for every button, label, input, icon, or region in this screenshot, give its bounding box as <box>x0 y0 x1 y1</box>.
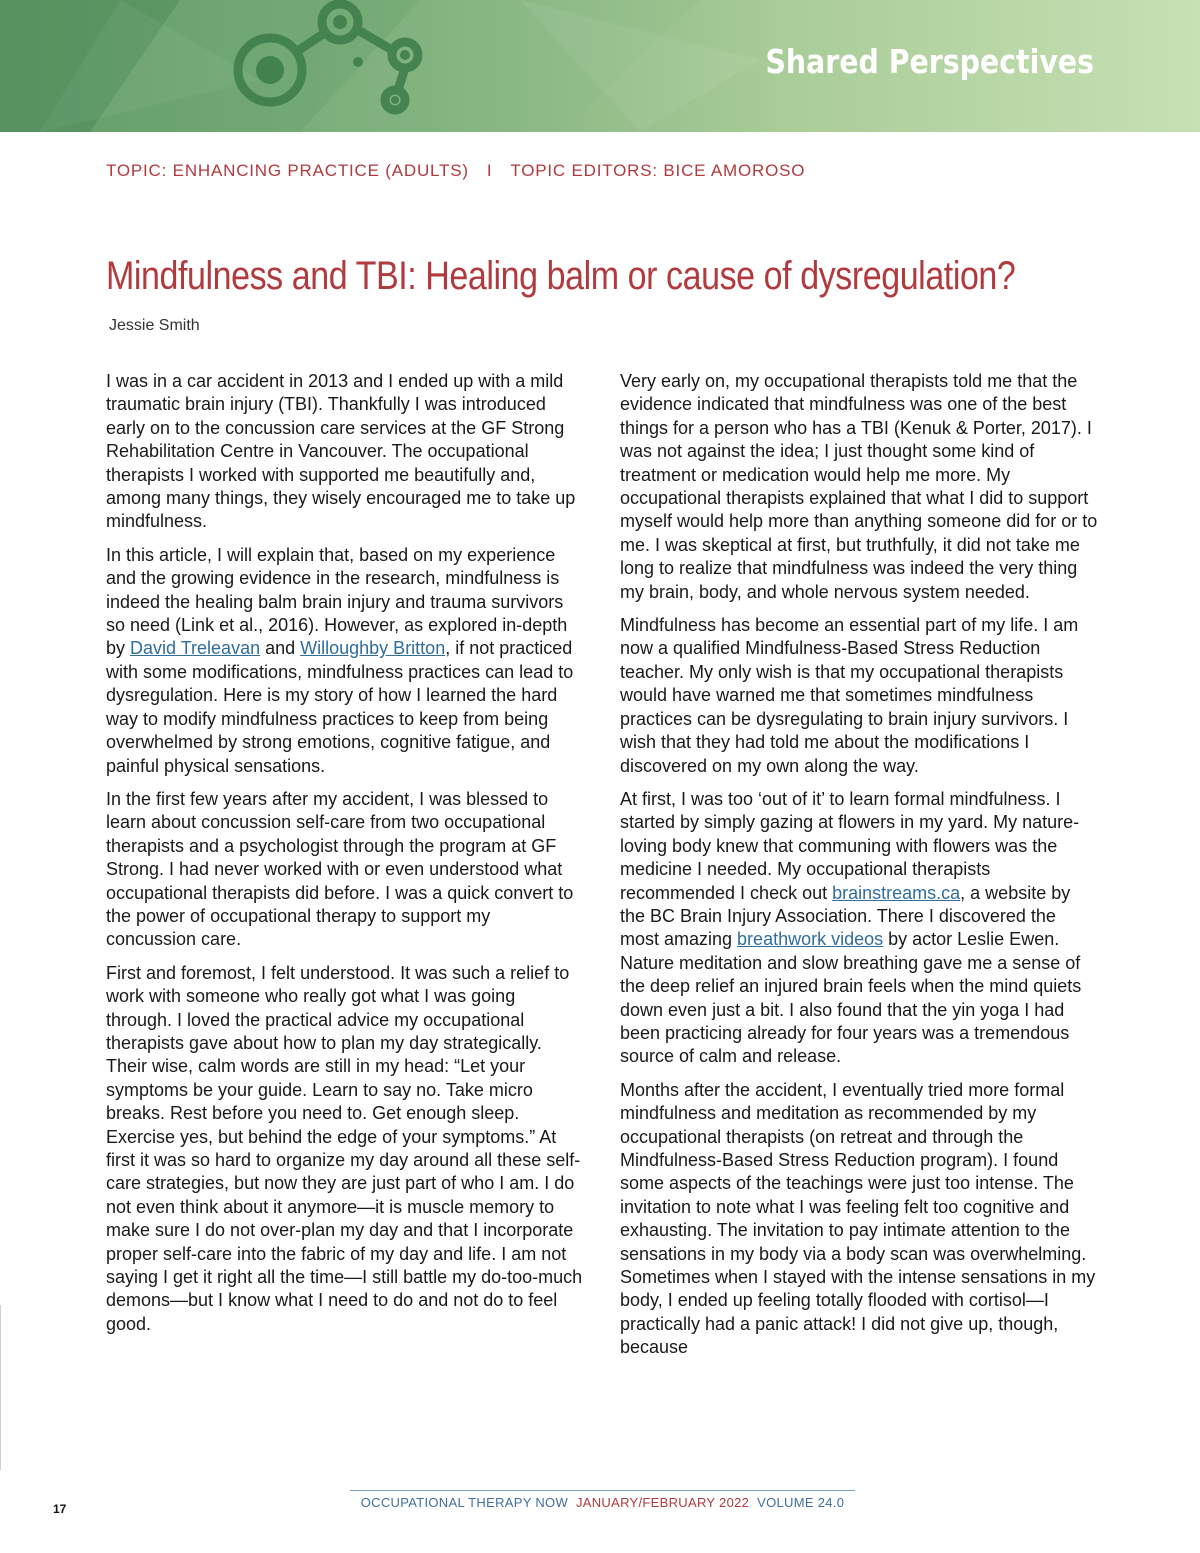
article-title: Mindfulness and TBI: Healing balm or cause of dysregulation? <box>106 254 1016 298</box>
paragraph-text: by actor Leslie Ewen. Nature meditation and slow breathing gave me a sense of the deep relief an injured brain feels when the mind quiets down even just a bit. I also found that the yin yoga I had been practicing already for four years was a tremendous source of calm and release. <box>620 929 1082 1067</box>
paragraph-text: , a website by the BC Brain Injury Association. There I discovered the most amazing <box>620 882 1071 950</box>
paragraph-text: In this article, I will explain that, based on my experience and the growing evidence in the research, mindfulness is indeed the healing balm brain injury and trauma survivors so need (Link et al., 2016). However, as explored in-depth by <box>106 544 568 659</box>
paragraph-text: , if not practiced with some modifications, mindfulness practices can lead to dysregulation. Here is my story of how I learned the hard way to modify mindfulness practices to keep from being overwhelmed by strong emotions, cognitive fatigue, and painful physical sensations. <box>106 638 574 776</box>
paragraph: Mindfulness has become an essential part of my life. I am now a qualified Mindfulness-Based Stress Reduction teacher. My only wish is that my occupational therapists would have warned me that sometimes mindfulness practices can be dysregulating to brain injury survivors. I wish that they had told me about the modifications I discovered on my own along the way. <box>620 615 1079 776</box>
paragraph <box>106 544 584 778</box>
header-banner <box>0 0 1200 132</box>
footer-volume: VOLUME 24.0 <box>757 1495 845 1510</box>
topic-editors: TOPIC EDITORS: BICE AMOROSO <box>510 161 806 180</box>
paragraph-text: and <box>260 638 301 659</box>
paragraph: First and foremost, I felt understood. It was such a relief to work with someone who really got what I was going through. I loved the practical advice my occupational therapists gave about how to plan my day strategically. Their wise, calm words are still in my head: “Let your symptoms be your guide. Learn to say no. Take micro breaks. Rest before you need to. Get enough sleep. Exercise yes, but behind the edge of your symptoms.” At first it was so hard to organize my day around all these self-care strategies, but now they are just part of who I am. I do not even think about it anymore—it is muscle memory to make sure I do not over-plan my day and that I incorporate proper self-care into the fabric of my day and life. I am not saying I get it right all the time—I still battle my do-too-much demons—but I know what I need to do and not do to feel good. <box>106 962 583 1334</box>
article-right-column <box>620 370 1098 1370</box>
link-breathwork-videos[interactable]: breathwork videos <box>737 929 884 950</box>
topic-separator: I <box>486 161 493 180</box>
paragraph: Months after the accident, I eventually tried more formal mindfulness and meditation as recommended by my occupational therapists (on retreat and through the Mindfulness-Based Stress Reduction program). I found some aspects of the teachings were just too intense. The invitation to note what I was feeling felt too cognitive and exhausting. The invitation to pay intimate attention to the sensations in my body via a body scan was overwhelming. Sometimes when I stayed with the intense sensations in my body, I ended up feeling totally flooded with cortisol—I practically had a panic attack! I did not give up, though, because <box>620 1079 1096 1358</box>
link-brainstreams[interactable]: brainstreams.ca <box>832 882 961 903</box>
footer <box>350 1490 855 1510</box>
paragraph: In the first few years after my accident, I was blessed to learn about concussion self-care from two occupational therapists and a psychologist through the program at GF Strong. I had never worked with or even understood what occupational therapists did before. I was a quick convert to the power of occupational therapy to support my concussion care. <box>106 788 574 950</box>
link-david-treleavan[interactable]: David Treleavan <box>130 638 261 659</box>
paragraph-text: At first, I was too ‘out of it’ to learn formal mindfulness. I started by simply gazing at flowers in my yard. My nature-loving body knew that communing with flowers was the medicine I needed. My occupational therapists recommended I check out <box>620 788 1080 903</box>
page-number: 17 <box>53 1502 67 1516</box>
section-title: Shared Perspectives <box>765 42 1094 81</box>
topic-label: TOPIC: ENHANCING PRACTICE (ADULTS) <box>106 161 469 180</box>
paragraph: I was in a car accident in 2013 and I ended up with a mild traumatic brain injury (TBI). Thankfully I was introduced early on to the concussion care services at the GF Strong Rehabilitation Centre in Vancouver. The occupational therapists I worked with supported me beautifully and, among many things, they wisely encouraged me to take up mindfulness. <box>106 371 576 532</box>
footer-issue: JANUARY/FEBRUARY 2022 <box>575 1495 750 1510</box>
paragraph: Very early on, my occupational therapists told me that the evidence indicated that mindfulness was one of the best things for a person who has a TBI (Kenuk & Porter, 2017). I was not against the idea; I just thought some kind of treatment or medication would help me more. My occupational therapists explained that what I did to support myself would help more than anything someone did for or to me. I was skeptical at first, but truthfully, it did not take me long to realize that mindfulness was indeed the very thing my brain, body, and whole nervous system needed. <box>620 371 1098 602</box>
article-author: Jessie Smith <box>109 317 200 334</box>
paragraph <box>620 788 1098 1069</box>
margin-rule <box>0 1305 1 1470</box>
topic-line <box>106 161 805 181</box>
article-left-column <box>106 370 584 1346</box>
link-willoughby-britton[interactable]: Willoughby Britton <box>300 638 446 659</box>
footer-journal: OCCUPATIONAL THERAPY NOW <box>360 1495 569 1510</box>
